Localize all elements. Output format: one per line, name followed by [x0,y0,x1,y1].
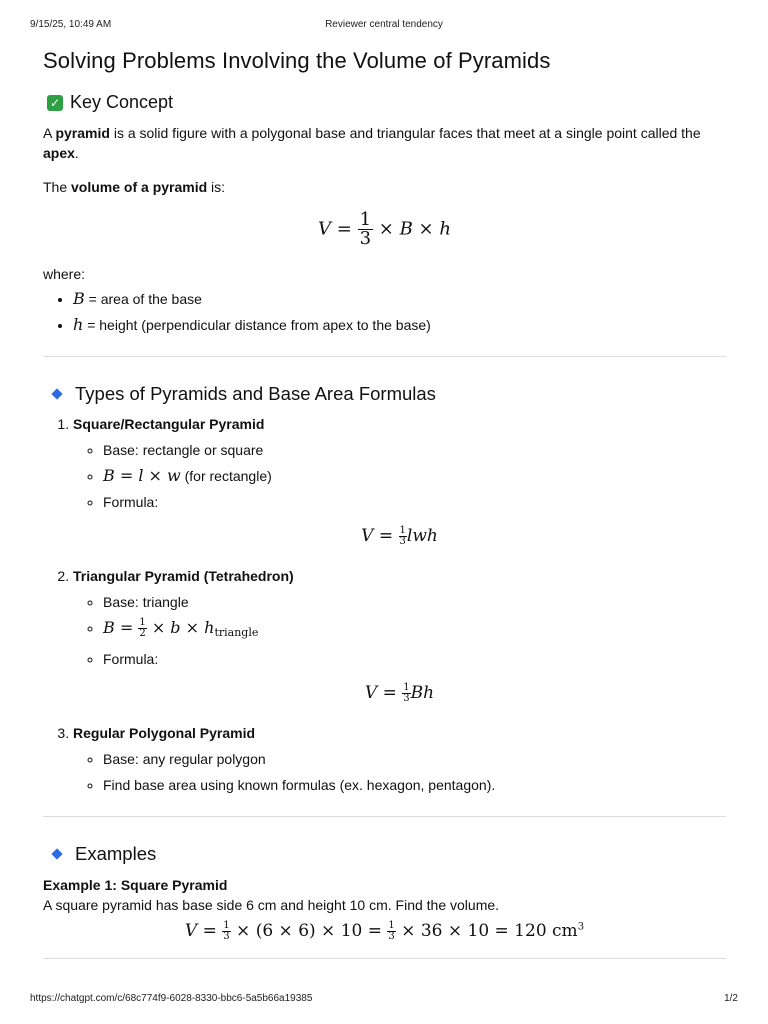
list-item [73,411,726,549]
where-label: where: [43,266,86,282]
key-concept-label: Key Concept [70,92,174,112]
document-body [43,44,726,985]
pyramid-definition [43,123,726,163]
diamond-icon [51,848,62,859]
def-text-2: is a solid figure with a polygonal base and triangular faces that meet at a single point called the [109,125,701,141]
h-description: = height (perpendicular distance from apex to the base) [83,317,431,333]
triangle-subscript: triangle [214,626,259,639]
rect-note: (for rectangle) [180,468,272,484]
type-name: Triangular Pyramid (Tetrahedron) [73,568,294,584]
example-1-solution: V = $\frac{1}{3}$ × (6 × 6) × 10 = $\frac{1}{3}$ × 36 × 10 = 120 $cm^3$ [184,920,585,942]
list-item: ◦ Formula: [103,489,726,515]
variable-list [43,286,726,338]
list-item: ◦ Formula: [103,646,726,672]
print-title: Reviewer central tendency [325,19,443,30]
list-item: • B = area of the base [73,286,726,312]
def-bold-pyramid: pyramid [55,125,110,141]
divider [43,958,726,959]
print-datetime: 9/15/25, 10:49 AM [30,19,112,30]
types-label: Types of Pyramids and Base Area Formulas [75,383,436,404]
type-name: Square/Rectangular Pyramid [73,416,265,432]
print-header [30,19,738,33]
example-1-title: Example 1: Square Pyramid [43,877,228,893]
vol-bold: volume of a pyramid [71,179,208,195]
triangular-pyramid-formula: V = $\frac{1}{3}$ Bh [364,682,435,704]
pyramid-types-list [43,411,726,798]
example-1-text: A square pyramid has base side 6 cm and height 10 cm. Find the volume. [43,897,500,913]
examples-label: Examples [75,843,157,864]
list-item: ◦ Base: any regular polygon [103,746,726,772]
page-number: 1/2 [724,993,738,1004]
list-item: ◦ B = $\frac{1}{2}$ × $b \times h_{triangle}$ [103,615,726,646]
def-text-1: A [43,125,56,141]
def-bold-apex: apex [43,145,75,161]
type-name: Regular Polygonal Pyramid [73,725,256,741]
vol-text-2: is: [207,179,226,195]
list-item [73,563,726,706]
divider [43,356,726,357]
vol-text-1: The [43,179,72,195]
square-pyramid-formula: V = $\frac{1}{3}$ lwh [361,525,438,547]
print-url: https://chatgpt.com/c/68c774f9-6028-8330-bbc6-5a5b66a19385 [30,993,313,1004]
list-item: ◦ Find base area using known formulas (ex. hexagon, pentagon). [103,772,726,798]
volume-intro [43,177,726,197]
list-item: ◦ Base: triangle [103,589,726,615]
key-concept-heading [43,92,726,113]
check-mark-icon: ✓ [47,95,63,111]
diamond-icon [51,388,62,399]
list-item: ◦ B = l × w (for rectangle) [103,463,726,489]
list-item: • h = height (perpendicular distance from apex to the base) [73,312,726,338]
page-title: Solving Problems Involving the Volume of Pyramids [43,48,551,73]
volume-formula: V = $\frac{1}{3}$ × B × h [318,209,451,249]
def-text-3: . [74,145,79,161]
types-heading [43,383,726,405]
list-item [73,720,726,798]
b-description: = area of the base [84,291,202,307]
divider [43,816,726,817]
examples-heading [43,843,726,865]
print-footer [30,993,738,1004]
list-item: ◦ Base: rectangle or square [103,437,726,463]
